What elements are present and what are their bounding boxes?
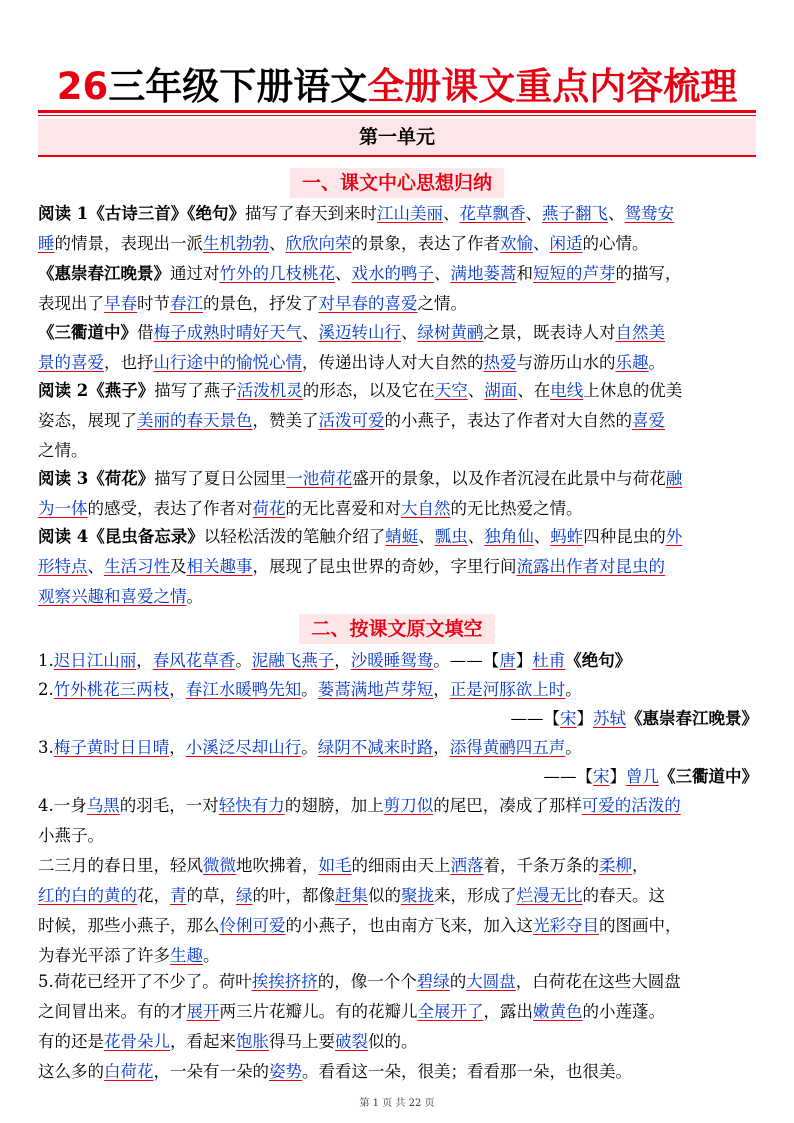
text-run: 。	[565, 680, 582, 699]
keyword-highlight: 蜻蜓	[385, 527, 419, 546]
text-run: 的叶，都像	[252, 886, 335, 905]
text-run: 的羽毛，一对	[119, 796, 219, 815]
text-run: 、	[607, 204, 625, 223]
unit-heading: 第一单元	[358, 126, 435, 148]
text-line	[38, 436, 758, 466]
text-run: 。	[565, 738, 582, 757]
text-run: 表现出了	[38, 294, 104, 313]
text-line	[38, 1027, 758, 1057]
text-run: 的无比热爱之情。	[450, 499, 583, 518]
text-run: ，	[169, 738, 186, 757]
keyword-highlight: 杜甫	[532, 651, 566, 670]
lesson-title: 阅读 4《昆虫备忘录》	[38, 527, 204, 546]
text-run: 4.一身	[38, 796, 87, 815]
keyword-highlight: 溪迈转山行	[318, 323, 401, 342]
text-run: ，	[433, 680, 450, 699]
keyword-highlight: 燕子翻飞	[541, 204, 608, 223]
text-run: 的图画中，	[599, 916, 682, 935]
keyword-highlight: 饱胀	[236, 1032, 269, 1051]
keyword-highlight: 绿	[236, 886, 253, 905]
fill-item-5	[38, 967, 758, 1087]
text-run: 通过对	[170, 264, 220, 283]
keyword-highlight: 欣欣向荣	[285, 234, 352, 253]
text-line	[38, 199, 758, 229]
text-run: 这么多的	[38, 1062, 104, 1081]
keyword-highlight: 正是河豚欲上时	[449, 680, 566, 699]
keyword-highlight: 可爱的活泼的	[581, 796, 681, 815]
keyword-highlight: 花草飘香	[459, 204, 526, 223]
keyword-highlight: 沙暖睡鸳鸯	[350, 651, 434, 670]
keyword-highlight: 乌黑	[86, 796, 120, 815]
text-run: 的情景，表现出一派	[54, 234, 203, 253]
lesson-title: 阅读 3《荷花》	[38, 469, 155, 488]
text-run: 1.	[38, 651, 54, 670]
keyword-highlight: 赶集	[335, 886, 368, 905]
text-run: ，展现了昆虫世界的奇妙，字里行间	[252, 557, 517, 576]
keyword-highlight: 为一体	[38, 499, 88, 518]
text-line	[38, 704, 758, 734]
text-run: 。	[301, 680, 318, 699]
text-run: 的，像一个个	[317, 972, 417, 991]
keyword-highlight: 大圆盘	[466, 972, 516, 991]
text-run: 、	[434, 264, 451, 283]
keyword-highlight: 热爱	[483, 353, 517, 372]
keyword-highlight: 全展开了	[417, 1002, 484, 1021]
text-run: 。	[186, 587, 203, 606]
text-run: 。看看这一朵，很美；看看那一朵，也很美。	[302, 1062, 632, 1081]
text-run: ，	[632, 856, 649, 875]
text-run: ，	[136, 651, 153, 670]
text-run: 之间冒出来。有的才	[38, 1002, 187, 1021]
text-run: 】	[609, 767, 626, 786]
keyword-highlight: 添得黄鹂四五声	[449, 738, 566, 757]
title-grade: 三年级下册语文	[108, 65, 368, 108]
text-run: 的景象，表达了作者	[351, 234, 500, 253]
text-run: 、在	[517, 381, 551, 400]
text-run: 和	[516, 264, 533, 283]
text-run: 的小燕子，也由南方飞来，加入这	[285, 916, 533, 935]
text-run: 的翅膀，加上	[284, 796, 384, 815]
text-run: 的草，	[186, 886, 236, 905]
text-run: 的	[449, 972, 467, 991]
keyword-highlight: 姿势	[269, 1062, 302, 1081]
text-run: 两三片花瓣儿。有的花瓣儿	[219, 1002, 418, 1021]
keyword-highlight: 梅子黄时日日晴	[53, 738, 170, 757]
text-run: 。	[648, 353, 665, 372]
text-run: 】	[576, 709, 593, 728]
text-run: 3.	[38, 738, 54, 757]
text-line	[38, 791, 758, 821]
text-run: 的小燕子，表达了作者对大自然的	[384, 411, 632, 430]
text-run: 似的	[368, 886, 401, 905]
text-run: 、	[467, 527, 485, 546]
text-run: 的心情。	[582, 234, 649, 253]
keyword-highlight: 春风花草香	[152, 651, 236, 670]
text-run: ，露出	[483, 1002, 533, 1021]
text-run: 之情。	[417, 294, 467, 313]
text-run: 之景，既表诗人对	[483, 323, 616, 342]
lesson-title: 《三衢道中》	[659, 767, 758, 786]
text-run: 着，千条万条的	[483, 856, 599, 875]
keyword-highlight: 美丽的春天景色	[137, 411, 253, 430]
unit-heading-bar	[38, 119, 756, 157]
keyword-highlight: 生趣	[170, 946, 203, 965]
title-rule-thin	[38, 115, 756, 116]
keyword-highlight: 生机勃勃	[203, 234, 269, 253]
keyword-highlight: 生活习性	[104, 557, 170, 576]
title-topic: 全册课文重点内容梳理	[367, 65, 738, 108]
text-run: 二三月的春日里，轻风	[38, 856, 203, 875]
keyword-highlight: 戏水的鸭子	[351, 264, 434, 283]
paragraph-kunchong	[38, 522, 758, 612]
keyword-highlight: 宋	[560, 709, 577, 728]
keyword-highlight: 流露出作者对昆虫的	[516, 557, 665, 576]
lesson-title: 阅读 2《燕子》	[38, 381, 155, 400]
keyword-highlight: 聚拢	[401, 886, 434, 905]
keyword-highlight: 景的喜爱	[38, 353, 104, 372]
text-run: 有的还是	[38, 1032, 104, 1051]
text-run: 的小莲蓬。	[582, 1002, 665, 1021]
fill-item-4	[38, 791, 758, 971]
text-run: 、	[442, 204, 460, 223]
keyword-highlight: 闲适	[549, 234, 583, 253]
text-run: 的感受，表达了作者对	[87, 499, 253, 518]
section-heading-2	[0, 614, 794, 644]
keyword-highlight: 泥融飞燕子	[251, 651, 335, 670]
keyword-highlight: 破裂	[335, 1032, 368, 1051]
section-heading-1-label: 一、课文中心思想归纳	[290, 168, 504, 198]
keyword-highlight: 活泼机灵	[236, 381, 303, 400]
text-run: ，	[169, 680, 186, 699]
text-run: 描写了燕子	[154, 381, 237, 400]
keyword-highlight: 山行途中的愉悦心情	[153, 353, 302, 372]
text-run: 地吹拂着，	[236, 856, 319, 875]
text-run: 的春天。这	[582, 886, 665, 905]
keyword-highlight: 自然美	[615, 323, 665, 342]
text-run: 、	[87, 557, 104, 576]
paragraph-gushi	[38, 199, 758, 259]
keyword-highlight: 唐	[499, 651, 516, 670]
lesson-title: 《三衢道中》	[38, 323, 137, 342]
lesson-title: 阅读 1《古诗三首》《绝句》	[38, 204, 245, 223]
text-run: ，传递出诗人对大自然的	[302, 353, 484, 372]
text-run: ，白荷花在这些大圆盘	[515, 972, 681, 991]
text-line	[38, 762, 758, 792]
keyword-highlight: 展开	[186, 1002, 220, 1021]
text-line	[38, 911, 758, 941]
title-rule	[38, 110, 756, 113]
title-number: 26	[56, 65, 109, 108]
text-run: 、	[269, 234, 286, 253]
keyword-highlight: 早春	[104, 294, 137, 313]
lesson-title: 《惠崇春江晚景》	[38, 264, 170, 283]
text-line	[38, 851, 758, 881]
text-run: 的尾巴，凑成了那样	[433, 796, 582, 815]
text-run: 借	[137, 323, 154, 342]
keyword-highlight: 短短的芦芽	[533, 264, 616, 283]
text-run: 的描写，	[615, 264, 682, 283]
text-run: 来，形成了	[434, 886, 517, 905]
paragraph-sanqu	[38, 318, 758, 378]
text-line	[38, 675, 758, 705]
text-run: ，赞美了	[252, 411, 319, 430]
fill-item-3-source	[38, 762, 758, 792]
keyword-highlight: 竹外的几枝桃花	[219, 264, 335, 283]
keyword-highlight: 小溪泛尽却山行	[185, 738, 302, 757]
keyword-highlight: 绿阴不减来时路	[317, 738, 434, 757]
keyword-highlight: 天空	[434, 381, 468, 400]
text-run: 。——【	[433, 651, 500, 670]
keyword-highlight: 喜爱	[632, 411, 665, 430]
section-heading-1	[0, 168, 794, 198]
text-run: 的细雨由天上	[351, 856, 451, 875]
keyword-highlight: 湖面	[484, 381, 518, 400]
keyword-highlight: 碧绿	[416, 972, 450, 991]
keyword-highlight: 柔柳	[599, 856, 632, 875]
keyword-highlight: 苏轼	[593, 709, 626, 728]
text-line	[38, 1057, 758, 1087]
text-run: 描写了春天到来时	[244, 204, 377, 223]
keyword-highlight: 剪刀似	[383, 796, 434, 815]
text-line	[38, 522, 758, 552]
keyword-highlight: 江山美丽	[376, 204, 443, 223]
text-line	[38, 318, 758, 348]
keyword-highlight: 形特点	[38, 557, 88, 576]
text-run: ——【	[510, 709, 560, 728]
keyword-highlight: 独角仙	[484, 527, 534, 546]
keyword-highlight: 对早春的喜爱	[318, 294, 418, 313]
text-run: 、	[533, 527, 551, 546]
keyword-highlight: 光彩夺目	[533, 916, 599, 935]
keyword-highlight: 瓢虫	[434, 527, 468, 546]
text-line	[38, 229, 758, 259]
text-run: 上休息的优美	[583, 381, 683, 400]
text-run: 盛开的景象，以及作者沉浸在此景中与荷花	[352, 469, 666, 488]
keyword-highlight: 竹外桃花三两枝	[53, 680, 170, 699]
text-run: ，	[433, 738, 450, 757]
keyword-highlight: 一池荷花	[286, 469, 353, 488]
keyword-highlight: 荷花	[252, 499, 286, 518]
text-run: 描写了夏日公园里	[154, 469, 287, 488]
keyword-highlight: 宋	[593, 767, 610, 786]
keyword-highlight: 如毛	[318, 856, 352, 875]
keyword-highlight: 电线	[550, 381, 584, 400]
keyword-highlight: 绿树黄鹂	[417, 323, 484, 342]
text-line	[38, 821, 758, 851]
text-line	[38, 348, 758, 378]
keyword-highlight: 伶俐可爱	[219, 916, 286, 935]
paragraph-huichong	[38, 259, 758, 319]
keyword-highlight: 满地蒌蒿	[450, 264, 517, 283]
text-run: 小燕子。	[38, 826, 104, 845]
text-run: 四种昆虫的	[583, 527, 666, 546]
keyword-highlight: 融	[665, 469, 683, 488]
text-run: 似的。	[368, 1032, 418, 1051]
keyword-highlight: 外	[665, 527, 683, 546]
text-run: 】	[515, 651, 533, 670]
text-run: ——【	[543, 767, 593, 786]
text-run: 。	[203, 946, 220, 965]
text-run: ，一朵有一朵的	[153, 1062, 269, 1081]
keyword-highlight: 花骨朵儿	[104, 1032, 170, 1051]
text-run: 以轻松活泼的笔触介绍了	[203, 527, 386, 546]
text-run: 姿态，展现了	[38, 411, 137, 430]
text-run: 。	[235, 651, 252, 670]
text-run: ，也抒	[104, 353, 154, 372]
text-run: 、	[418, 527, 435, 546]
keyword-highlight: 欢愉	[500, 234, 533, 253]
fill-item-1	[38, 646, 758, 676]
text-line	[38, 997, 758, 1027]
keyword-highlight: 青	[170, 886, 187, 905]
text-line	[38, 289, 758, 319]
text-line	[38, 582, 758, 612]
text-line	[38, 646, 758, 676]
keyword-highlight: 嫩黄色	[533, 1002, 583, 1021]
keyword-highlight: 曾几	[626, 767, 659, 786]
keyword-highlight: 鸳鸯安	[624, 204, 674, 223]
keyword-highlight: 相关趣事	[186, 557, 253, 576]
keyword-highlight: 春江	[170, 294, 203, 313]
text-run: 、	[525, 204, 542, 223]
text-run: 、	[467, 381, 485, 400]
text-run: 时候，那些小燕子，那么	[38, 916, 220, 935]
text-run: 与游历山水的	[516, 353, 616, 372]
keyword-highlight: 蚂蚱	[550, 527, 584, 546]
text-run: 、	[533, 234, 550, 253]
text-run: 为春光平添了许多	[38, 946, 170, 965]
text-run: 、	[335, 264, 352, 283]
text-line	[38, 881, 758, 911]
keyword-highlight: 大自然	[401, 499, 451, 518]
text-run: 之情。	[38, 441, 88, 460]
paragraph-yanzi	[38, 376, 758, 466]
lesson-title: 《惠崇春江晚景》	[626, 709, 758, 728]
keyword-highlight: 红的白的黄的	[38, 886, 137, 905]
page-title	[0, 62, 794, 112]
text-run: 及	[170, 557, 187, 576]
text-line	[38, 552, 758, 582]
keyword-highlight: 微微	[203, 856, 236, 875]
text-run: 、	[302, 323, 319, 342]
text-run: ，看起来	[170, 1032, 236, 1051]
fill-item-2	[38, 675, 758, 705]
keyword-highlight: 乐趣	[615, 353, 649, 372]
text-run: 时节	[137, 294, 170, 313]
keyword-highlight: 蒌蒿满地芦芽短	[317, 680, 434, 699]
text-run: 。	[301, 738, 318, 757]
text-run: 2.	[38, 680, 54, 699]
fill-item-2-source	[38, 704, 758, 734]
text-run: 的形态，以及它在	[302, 381, 435, 400]
text-run: 的无比喜爱和对	[285, 499, 401, 518]
text-line	[38, 733, 758, 763]
keyword-highlight: 烂漫无比	[516, 886, 583, 905]
lesson-title: 《绝句》	[565, 651, 632, 670]
paragraph-hehua	[38, 464, 758, 524]
text-line	[38, 406, 758, 436]
text-run: ，	[334, 651, 351, 670]
fill-item-3	[38, 733, 758, 763]
section-heading-2-label: 二、按课文原文填空	[299, 614, 494, 644]
text-run: 花，	[137, 886, 170, 905]
keyword-highlight: 梅子成熟时晴好天气	[153, 323, 302, 342]
text-line	[38, 376, 758, 406]
text-line	[38, 967, 758, 997]
text-line	[38, 494, 758, 524]
keyword-highlight: 白荷花	[104, 1062, 154, 1081]
keyword-highlight: 观察兴趣和喜爱之情	[38, 587, 187, 606]
keyword-highlight: 轻快有力	[218, 796, 285, 815]
keyword-highlight: 活泼可爱	[318, 411, 385, 430]
page-footer: 第 1 页 共 22 页	[359, 1098, 435, 1109]
text-run: 、	[401, 323, 418, 342]
text-run: 得马上要	[269, 1032, 335, 1051]
keyword-highlight: 迟日江山丽	[53, 651, 137, 670]
keyword-highlight: 春江水暖鸭先知	[185, 680, 302, 699]
keyword-highlight: 睡	[38, 234, 55, 253]
keyword-highlight: 挨挨挤挤	[251, 972, 318, 991]
text-run: 的景色，抒发了	[203, 294, 319, 313]
keyword-highlight: 洒落	[450, 856, 484, 875]
text-line	[38, 259, 758, 289]
text-run: 5.荷花已经开了不少了。荷叶	[38, 972, 252, 991]
text-line	[38, 464, 758, 494]
